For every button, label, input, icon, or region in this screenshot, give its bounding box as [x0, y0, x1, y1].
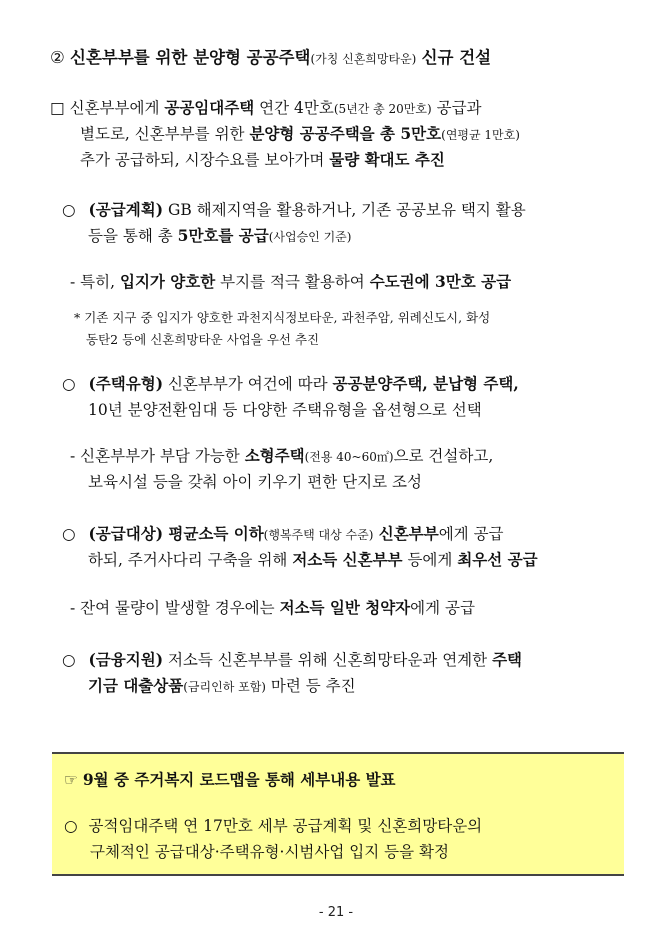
p5-line2: [88, 676, 356, 697]
p4-text: 등에게: [402, 551, 458, 569]
p1-text: 별도로, 신혼부부를 위한: [80, 125, 250, 143]
p4-bold: 신혼부부: [373, 524, 439, 543]
p2-line1: [62, 200, 526, 220]
p1-line3: [80, 150, 445, 170]
p4-sub-line: [70, 598, 475, 618]
p5-text: 마련 등 추진: [265, 677, 356, 695]
p1-text: 신혼부부에게: [69, 99, 165, 117]
p3-line1: [62, 374, 519, 394]
section-heading: [50, 48, 491, 69]
p3-bold: 공공분양주택, 분납형 주택,: [332, 374, 519, 393]
p2-text: GB 해제지역을 활용하거나, 기존 공공보유 택지 활용: [163, 201, 526, 219]
circle-bullet: ○: [62, 201, 76, 219]
p2-paren: (사업승인 기준): [268, 230, 352, 244]
p4-bold: 최우선 공급: [457, 550, 538, 569]
p1-line2: [80, 124, 520, 145]
box-line2: 구체적인 공급대상·주택유형·시범사업 입지 등을 확정: [90, 843, 449, 861]
p2-note-line2: 동탄2 등에 신혼희망타운 사업을 우선 추진: [86, 332, 320, 347]
section-title-paren: (가칭 신혼희망타운): [310, 52, 417, 66]
p2-line2: [88, 226, 351, 247]
p4-bold: 평균소득 이하: [163, 524, 264, 543]
circle-bullet: ○: [64, 817, 78, 835]
p1-bold: 공공임대주택: [164, 98, 255, 117]
p4-bold: 저소득 신혼부부: [292, 550, 403, 569]
p3-sub-text: 으로 건설하고,: [393, 447, 494, 465]
summary-box: [52, 752, 624, 876]
p4-paren: (행복주택 대상 수준): [263, 528, 374, 542]
p4-line2: [88, 550, 538, 570]
page-number: - 21 -: [318, 905, 354, 920]
section-title-end: 신규 건설: [421, 48, 492, 67]
p1-text: 추가 공급하되, 시장수요를 보아가며: [80, 151, 330, 169]
p1-bold: 물량 확대도 추진: [329, 150, 445, 169]
p4-line1: [62, 524, 504, 545]
p2-sub-bold: 입지가 양호한: [119, 272, 216, 291]
p4-sub-bold: 저소득 일반 청약자: [279, 598, 411, 617]
square-bullet: □: [50, 99, 65, 117]
p2-sub-line: [70, 272, 511, 292]
p5-bold: 주택: [492, 650, 523, 669]
circle-bullet: ○: [62, 651, 76, 669]
p2-sub-text: - 특히,: [70, 273, 120, 291]
p1-text: 공급과: [431, 99, 482, 117]
p1-paren: (5년간 총 20만호): [333, 102, 432, 116]
p2-sub-bold: 수도권에 3만호 공급: [369, 272, 512, 291]
p5-bold: 기금 대출상품: [88, 676, 184, 695]
box-title: 9월 중 주거복지 로드맵을 통해 세부내용 발표: [82, 770, 396, 789]
p2-sub-text: 부지를 적극 활용하여: [215, 273, 370, 291]
pointing-hand-icon: ☞: [64, 771, 78, 789]
box-line1: [64, 816, 482, 836]
circle-bullet: ○: [62, 375, 76, 393]
p1-text: 연간 4만호: [254, 99, 334, 117]
p4-sub-text: - 잔여 물량이 발생할 경우에는: [70, 599, 280, 617]
p2-note-line1: * 기존 지구 중 입지가 양호한 과천지식정보타운, 과천주암, 위례신도시, 화성: [74, 310, 491, 325]
p1-bold: 분양형 공공주택을 총 5만호: [249, 124, 442, 143]
p4-sub-text: 에게 공급: [410, 599, 475, 617]
p4-text: 하되, 주거사다리 구축을 위해: [88, 551, 293, 569]
p3-sub-line1: [70, 446, 493, 467]
p2-text: 등을 통해 총: [88, 227, 178, 245]
p3-sub-line2: 보육시설 등을 갖춰 아이 키우기 편한 단지로 조성: [88, 473, 422, 491]
p5-text: 저소득 신혼부부를 위해 신혼희망타운과 연계한: [163, 651, 493, 669]
section-marker: ②: [50, 48, 65, 67]
p5-label: (금융지원): [88, 650, 164, 669]
p3-line2: 10년 분양전환임대 등 다양한 주택유형을 옵션형으로 선택: [88, 401, 482, 419]
p1-line1: [50, 98, 482, 119]
p3-text: 신혼부부가 여건에 따라: [163, 375, 333, 393]
p5-paren: (금리인하 포함): [183, 680, 266, 694]
p1-paren: (연평균 1만호): [441, 128, 520, 142]
p2-bold: 5만호를 공급: [177, 226, 269, 245]
p3-label: (주택유형): [88, 374, 164, 393]
p4-text: 에게 공급: [438, 525, 504, 543]
p5-line1: [62, 650, 522, 670]
p2-label: (공급계획): [88, 200, 164, 219]
box-text: 공적임대주택 연 17만호 세부 공급계획 및 신혼희망타운의: [88, 817, 483, 835]
box-title-line: [64, 770, 396, 790]
p3-sub-text: - 신혼부부가 부담 가능한: [70, 447, 245, 465]
p4-label: (공급대상): [88, 524, 164, 543]
p3-sub-bold: 소형주택: [244, 446, 305, 465]
section-title: 신혼부부를 위한 분양형 공공주택: [70, 48, 311, 67]
p3-sub-paren: (전용 40~60㎡): [304, 450, 394, 464]
circle-bullet: ○: [62, 525, 76, 543]
